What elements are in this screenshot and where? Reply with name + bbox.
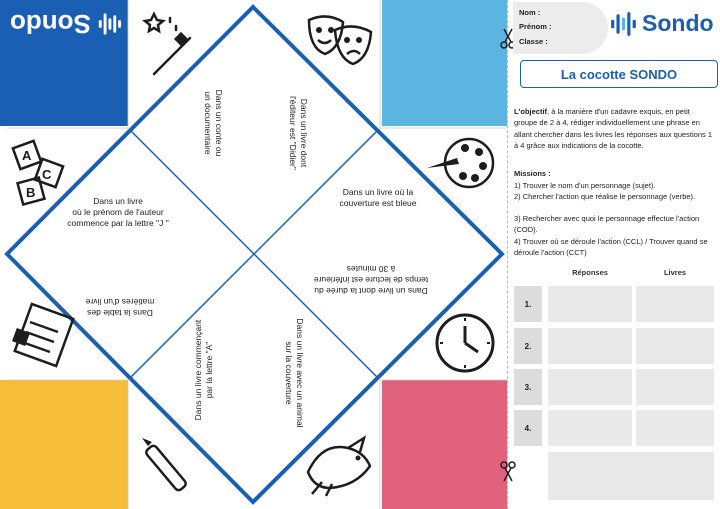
page-title: La cocotte SONDO [560, 66, 678, 82]
panel-bottom-right-text: Dans un livre avec un animal sur la couverture [284, 318, 305, 428]
pen-icon [138, 432, 202, 500]
objective-paragraph [514, 106, 714, 152]
sondo-logo [610, 10, 714, 37]
mission-2: 2) Chercher l'action que réalise le personnage (verbe). [514, 192, 696, 201]
theater-masks-icon [305, 12, 375, 72]
svg-text:B: B [26, 185, 36, 200]
panel-bottom-left-text: Dans un livre commençant par la lettre "A" [193, 319, 214, 421]
row-4-number: 4. [514, 410, 542, 446]
books-header: Livres [663, 268, 687, 277]
svg-text:A: A [22, 148, 32, 163]
name-label: Nom : [519, 8, 541, 17]
magic-wand-icon [140, 8, 198, 80]
row-4-book[interactable] [636, 410, 714, 446]
panel-right-text: Dans un livre où la couverture est bleue [339, 187, 417, 208]
missions-label: Missions : [514, 169, 551, 178]
answers-header: Réponses [572, 268, 608, 277]
title-box [520, 60, 718, 88]
row-3-answer[interactable] [548, 369, 632, 405]
mission-3: 3) Rechercher avec quoi le personnage effectue l'action (COD). [514, 214, 700, 235]
dove-icon [302, 432, 382, 498]
row-1-answer[interactable] [548, 286, 632, 322]
brand-name-flipped: Sondo [10, 9, 91, 40]
mission-4: 4) Trouver où se déroule l'action (CCL) / Trouver quand se déroule l'action (CCT) [514, 237, 708, 258]
firstname-label: Prénom : [519, 22, 552, 31]
brand-name: Sondo [642, 10, 714, 36]
panel-left-text: Dans un livre où le prénom de l'auteur commence par la lettre "J " [67, 196, 169, 228]
scissors-icon-bottom [500, 460, 516, 482]
panel-bottom-left-upper-text: Dans la table des matières d'un livre [85, 297, 155, 318]
sondo-wave-icon [610, 11, 638, 37]
row-4-answer[interactable] [548, 410, 632, 446]
row-1-book[interactable] [636, 286, 714, 322]
palette-icon [425, 132, 497, 194]
row-3-number: 3. [514, 369, 542, 405]
row-2-number: 2. [514, 328, 542, 364]
clock-icon [430, 308, 500, 378]
objective-text: , à la manière d'un cadavre exquis, en petit groupe de 2 à 4, rédiger individuellement une phrase en allant chercher dans les livres les réponses aux questions 1 à 4 grâce aux indications de la cocotte. [514, 107, 713, 151]
row-2-answer[interactable] [548, 328, 632, 364]
cut-line [507, 0, 508, 509]
panel-top-right-text: Dans un livre dont l'éditeur est "Didier" [288, 96, 309, 170]
class-label: Classe : [519, 37, 548, 46]
row-2-book[interactable] [636, 328, 714, 364]
sentence-box[interactable] [548, 452, 714, 500]
row-1-number: 1. [514, 286, 542, 322]
panel-bottom-right-upper-text: Dans un livre dont la durée du temps de lecture est inférieure à 30 minutes [313, 264, 429, 296]
objective-label: L'objectif [514, 107, 548, 116]
mission-1: 1) Trouver le nom d'un personnage (sujet). [514, 181, 656, 190]
panel-top-left-text: Dans un conte ou un documentaire [203, 89, 224, 157]
row-3-book[interactable] [636, 369, 714, 405]
svg-text:C: C [42, 167, 52, 182]
